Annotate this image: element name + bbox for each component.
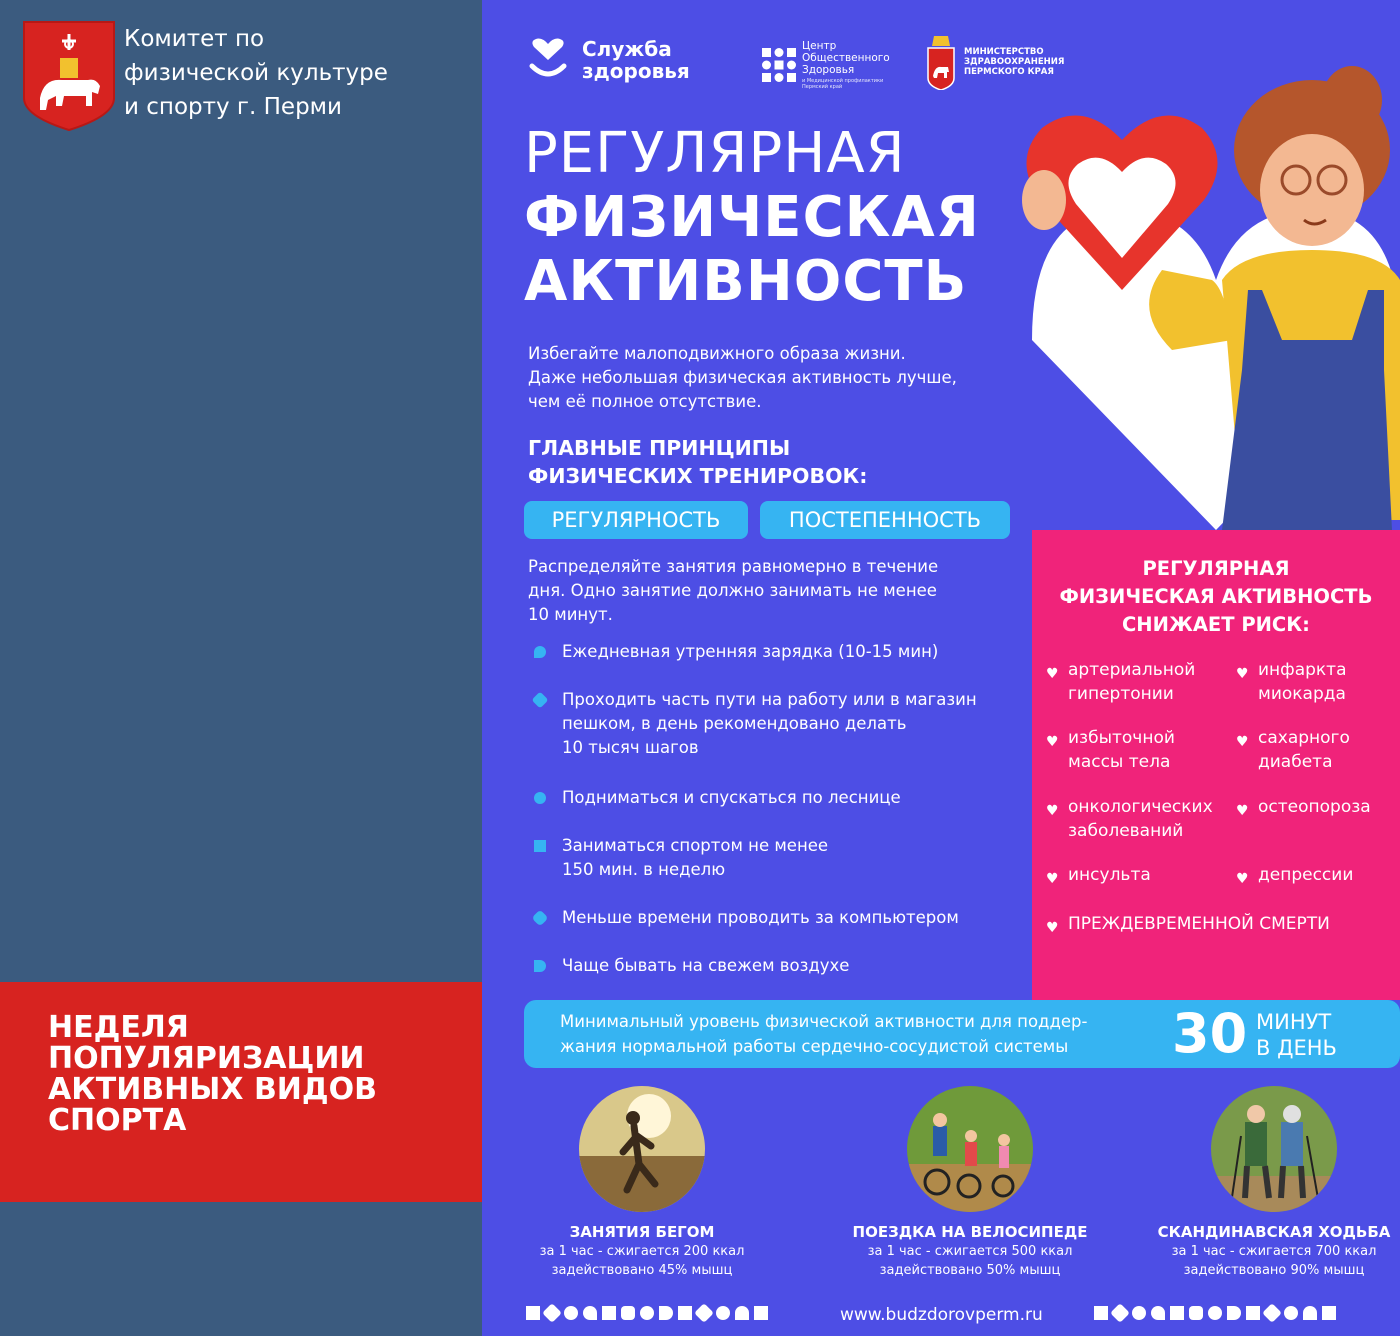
activity-muscles: задействовано 50% мышц	[879, 1263, 1061, 1278]
intro-text: Избегайте малоподвижного образа жизни. Даже небольшая физическая активность лучше, чем её полное отсутствие.	[528, 344, 957, 411]
center-logo	[762, 40, 912, 90]
heart-bullet-icon: ♥	[1046, 920, 1059, 936]
heart-bullet-icon: ♥	[1236, 734, 1249, 750]
risk-item: ♥ онкологических заболеваний	[1046, 797, 1213, 841]
service-logo	[528, 38, 712, 82]
minimum-activity-number: 30	[1172, 1002, 1248, 1065]
bullet-icon	[534, 646, 546, 658]
principle-regularity-badge: РЕГУЛЯРНОСТЬ	[524, 501, 748, 539]
service-logo-text: Служба здоровья	[582, 37, 690, 83]
risk-item: ♥ ПРЕЖДЕВРЕМЕННОЙ СМЕРТИ	[1046, 912, 1386, 936]
bullet-icon	[534, 840, 546, 852]
tip-item: Проходить часть пути на работу или в магазин пешком, в день рекомендовано делать 10 тысяч шагов	[530, 688, 1020, 760]
activity-calories: за 1 час - сжигается 200 ккал	[539, 1244, 745, 1259]
activity-calories: за 1 час - сжигается 700 ккал	[1171, 1244, 1377, 1259]
minimum-activity-text: Минимальный уровень физической активности для поддер- жания нормальной работы сердечно-сосудистой системы	[560, 1012, 1088, 1056]
activity-cycling	[840, 1086, 1100, 1280]
ministry-crest-icon	[926, 34, 956, 90]
heart-bullet-icon: ♥	[1046, 871, 1059, 887]
girl-with-heart-illustration	[1012, 40, 1400, 530]
heart-bullet-icon: ♥	[1046, 803, 1059, 819]
risk-item: ♥ инфаркта миокарда	[1236, 660, 1347, 704]
ministry-logo	[926, 34, 1074, 90]
decorative-shapes-right	[1094, 1306, 1336, 1322]
website-url: www.budzdorovperm.ru	[840, 1305, 1043, 1325]
bullet-icon	[532, 692, 549, 709]
risk-item: ♥ депрессии	[1236, 863, 1400, 887]
organization-title: Комитет по физической культуре и спорту г. Перми	[124, 26, 388, 120]
bullet-icon	[534, 960, 546, 972]
risk-item: ♥ избыточной массы тела	[1046, 728, 1175, 772]
week-banner	[0, 982, 482, 1202]
activity-calories: за 1 час - сжигается 500 ккал	[867, 1244, 1073, 1259]
center-logo-icon	[762, 48, 796, 82]
risk-item: ♥ сахарного диабета	[1236, 728, 1350, 772]
risk-item: ♥ инсульта	[1046, 863, 1226, 887]
distribute-text: Распределяйте занятия равномерно в течение дня. Одно занятие должно занимать не менее 10 минут.	[528, 557, 939, 624]
heart-smile-icon	[528, 38, 568, 82]
headline	[524, 122, 980, 314]
ministry-logo-text: МИНИСТЕРСТВО ЗДРАВООХРАНЕНИЯ ПЕРМСКОГО КРАЯ	[964, 47, 1065, 77]
activity-muscles: задействовано 45% мышц	[551, 1263, 733, 1278]
risk-title: РЕГУЛЯРНАЯ ФИЗИЧЕСКАЯ АКТИВНОСТЬ СНИЖАЕТ РИСК:	[1059, 557, 1373, 636]
minimum-activity-banner	[524, 1000, 1400, 1068]
cycling-photo	[907, 1086, 1033, 1212]
tip-item: Ежедневная утренняя зарядка (10-15 мин)	[530, 640, 1020, 664]
perm-coat-of-arms-icon	[22, 20, 116, 132]
tip-item: Подниматься и спускаться по леснице	[530, 786, 1020, 810]
activity-muscles: задействовано 90% мышц	[1183, 1263, 1365, 1278]
tip-item: Меньше времени проводить за компьютером	[530, 906, 1020, 930]
activity-running	[512, 1086, 772, 1280]
center-logo-text: Центр Общественного Здоровья	[802, 40, 890, 76]
tip-item: Заниматься спортом не менее 150 мин. в неделю	[530, 834, 1020, 882]
headline-line-1: РЕГУЛЯРНАЯ	[524, 121, 906, 186]
bullet-icon	[534, 792, 546, 804]
week-banner-text: НЕДЕЛЯ ПОПУЛЯРИЗАЦИИ АКТИВНЫХ ВИДОВ СПОРТА	[48, 1010, 378, 1138]
minimum-activity-unit: МИНУТ В ДЕНЬ	[1256, 1010, 1337, 1060]
heart-bullet-icon: ♥	[1046, 734, 1059, 750]
risk-item: ♥ остеопороза	[1236, 795, 1400, 819]
running-photo	[579, 1086, 705, 1212]
poster	[482, 0, 1400, 1336]
nordic-walking-photo	[1211, 1086, 1337, 1212]
risk-item: ♥ артериальной гипертонии	[1046, 660, 1196, 704]
center-logo-subtext: и Медицинской профилактики Пермский край	[802, 78, 884, 90]
heart-bullet-icon: ♥	[1236, 871, 1249, 887]
left-panel	[0, 0, 482, 1336]
tip-item: Чаще бывать на свежем воздухе	[530, 954, 1020, 978]
decorative-shapes-left	[526, 1306, 768, 1322]
activity-title: СКАНДИНАВСКАЯ ХОДЬБА	[1157, 1223, 1391, 1241]
activity-title: ПОЕЗДКА НА ВЕЛОСИПЕДЕ	[852, 1223, 1088, 1241]
principle-gradualness-badge: ПОСТЕПЕННОСТЬ	[760, 501, 1010, 539]
headline-line-3: АКТИВНОСТЬ	[524, 249, 968, 314]
bullet-icon	[532, 910, 549, 927]
principles-title: ГЛАВНЫЕ ПРИНЦИПЫ ФИЗИЧЕСКИХ ТРЕНИРОВОК:	[528, 436, 868, 488]
headline-line-2: ФИЗИЧЕСКАЯ	[524, 185, 980, 250]
activity-title: ЗАНЯТИЯ БЕГОМ	[569, 1223, 715, 1241]
heart-bullet-icon: ♥	[1046, 666, 1059, 682]
activity-nordic-walking	[1144, 1086, 1400, 1280]
heart-bullet-icon: ♥	[1236, 666, 1249, 682]
heart-bullet-icon: ♥	[1236, 803, 1249, 819]
